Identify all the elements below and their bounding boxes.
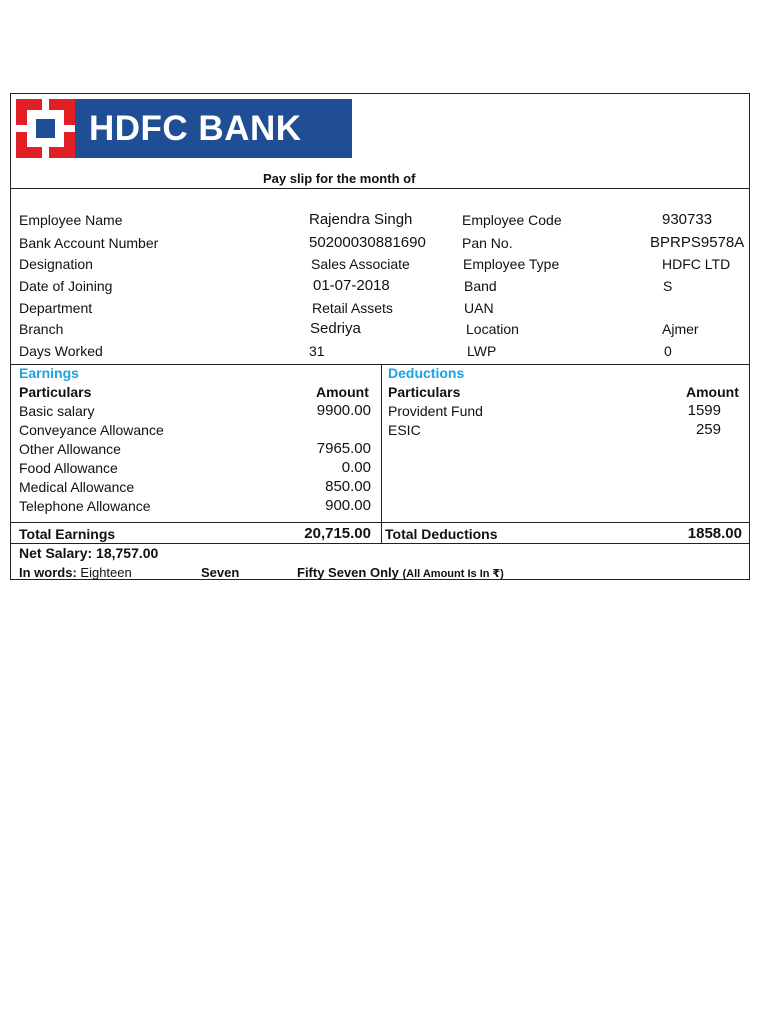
designation: Sales Associate <box>311 256 410 272</box>
doj: 01-07-2018 <box>313 277 390 294</box>
earning-amount: 0.00 <box>341 459 371 476</box>
pan-label: Pan No. <box>462 235 513 251</box>
divider <box>11 522 749 523</box>
earnings-amount-header: Amount <box>316 384 369 400</box>
deductions-heading: Deductions <box>388 365 465 381</box>
earnings-heading: Earnings <box>19 365 79 381</box>
divider <box>381 364 382 543</box>
earning-label: Conveyance Allowance <box>19 422 164 438</box>
divider <box>11 188 749 189</box>
hdfc-logo-icon <box>16 99 75 158</box>
bank-account: 50200030881690 <box>309 234 426 251</box>
earning-label: Medical Allowance <box>19 479 135 495</box>
earning-label: Basic salary <box>19 403 95 419</box>
earning-amount: 7965.00 <box>316 440 371 457</box>
amount-word-3: Fifty Seven Only (All Amount Is In ₹) <box>297 565 504 580</box>
deduction-label: Provident Fund <box>388 403 483 419</box>
designation-label: Designation <box>19 256 93 272</box>
hdfc-logo <box>16 99 352 158</box>
deduction-amount: 1599 <box>687 402 721 419</box>
earning-label: Other Allowance <box>19 441 121 457</box>
employee-code-label: Employee Code <box>462 212 562 228</box>
earning-label: Food Allowance <box>19 460 118 476</box>
lwp: 0 <box>664 343 672 359</box>
earning-amount: 850.00 <box>325 478 371 495</box>
doj-label: Date of Joining <box>19 278 113 294</box>
employee-type-label: Employee Type <box>463 256 560 272</box>
band-label: Band <box>464 278 497 294</box>
pan-number: BPRPS9578A <box>650 234 745 251</box>
employee-name: Rajendra Singh <box>309 211 413 228</box>
deductions-particulars-header: Particulars <box>388 384 461 400</box>
earnings-particulars-header: Particulars <box>19 384 92 400</box>
employee-type: HDFC LTD <box>662 256 731 272</box>
payslip: HDFC BANK Pay slip for the month of Employee Name Rajendra Singh Employee Code 930733 Bank Account Number 50200030881690 Pan No. BPRPS9578A Designation Sales Associate Employee Type HDFC LTD Date of Joining 01-07-2018 Band S Department Retail Assets UAN Branch Sedriya Location Ajmer Days Worked 31 LWP 0 Earnings Particulars Amount Basic salary 9900.00 Conveyance Allowance Other Allowance 7965.00 Food Allowance 0.00 Medical Allowance 850.00 Telephone Allowance 900.00 Deductions Particulars Amount Provident Fund 1599 ESIC 259 Total Earnings 20,715.00 Total Deductions 1858.00 Net Salary: 18,757.00 In words: Eighteen Seven Fifty Seven Only (All Amount Is In ₹) <box>10 93 750 580</box>
net-salary: Net Salary: 18,757.00 <box>19 545 159 561</box>
total-earnings-label: Total Earnings <box>19 526 116 542</box>
days-worked-label: Days Worked <box>19 343 103 359</box>
total-earnings: 20,715.00 <box>304 525 371 542</box>
uan-label: UAN <box>464 300 494 316</box>
amount-in-words: In words: Eighteen <box>19 565 132 580</box>
branch-label: Branch <box>19 321 64 337</box>
earning-amount: 900.00 <box>325 497 371 514</box>
bank-name: HDFC BANK <box>89 108 302 148</box>
lwp-label: LWP <box>467 343 497 359</box>
department: Retail Assets <box>312 300 393 316</box>
days-worked: 31 <box>309 343 325 359</box>
deductions-amount-header: Amount <box>686 384 739 400</box>
department-label: Department <box>19 300 93 316</box>
deduction-amount: 259 <box>695 421 721 438</box>
divider <box>11 543 749 544</box>
deduction-label: ESIC <box>388 422 421 438</box>
divider <box>11 364 749 365</box>
total-deductions: 1858.00 <box>687 525 742 542</box>
band: S <box>663 278 673 294</box>
employee-name-label: Employee Name <box>19 212 123 228</box>
bank-account-label: Bank Account Number <box>19 235 159 251</box>
location-label: Location <box>466 321 519 337</box>
earning-label: Telephone Allowance <box>19 498 151 514</box>
amount-word-2: Seven <box>201 565 240 580</box>
location: Ajmer <box>662 321 699 337</box>
total-deductions-label: Total Deductions <box>385 526 498 542</box>
earning-amount: 9900.00 <box>316 402 371 419</box>
branch: Sedriya <box>310 320 361 337</box>
employee-code: 930733 <box>662 211 713 228</box>
